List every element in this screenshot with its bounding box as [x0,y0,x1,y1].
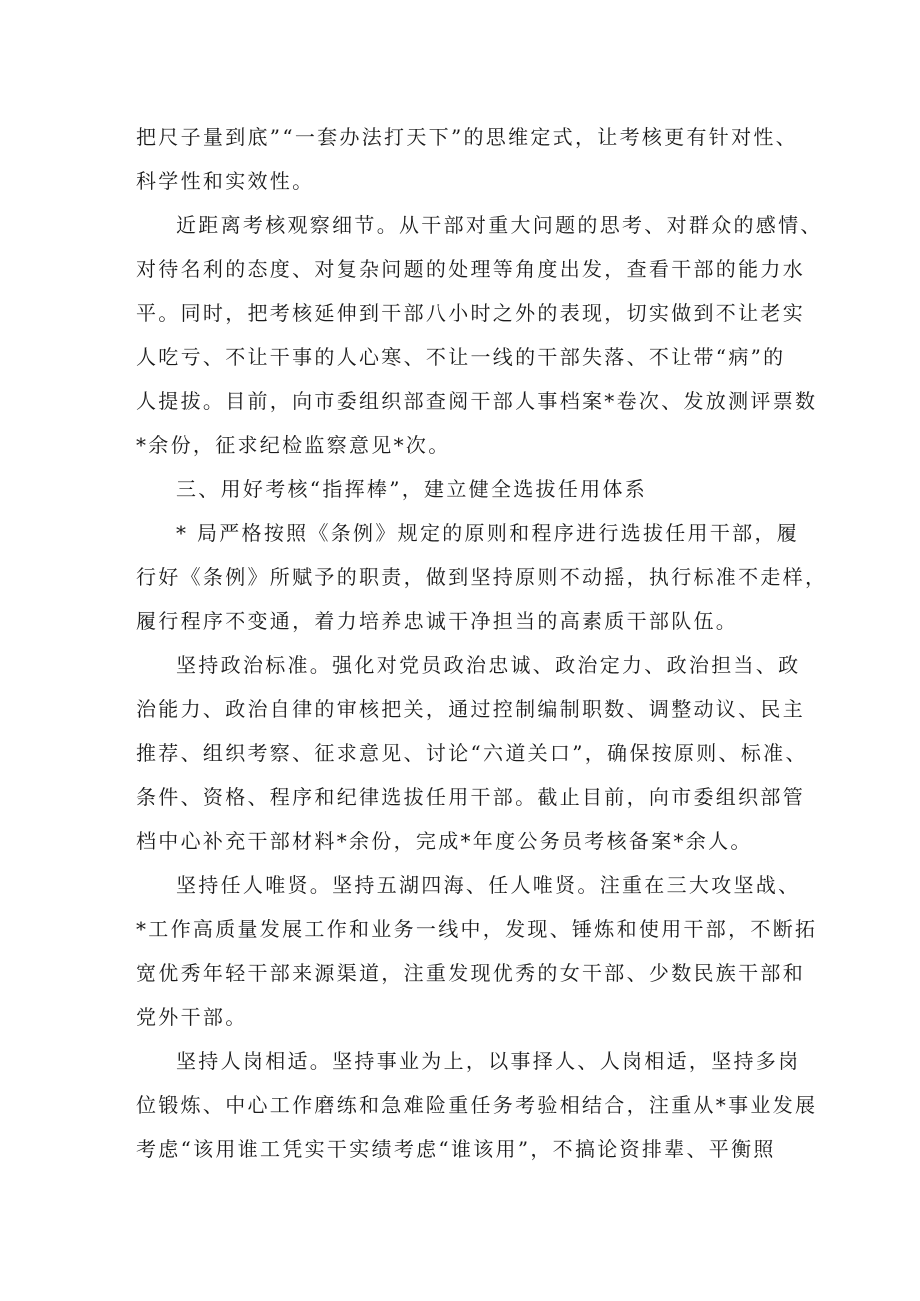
text-line-15: 推荐、组织考察、征求意见、讨论“六道关口”，确保按原则、标准、 [136,741,808,765]
text-line-12: 履行程序不变通，着力培养忠诚干净担当的高素质干部队伍。 [136,609,739,633]
text-line-6: 人吃亏、不让干事的人心寒、不让一线的干部失落、不让带“病”的 [136,345,786,369]
text-line-11: 行好《条例》所赋予的职责，做到坚持原则不动摇，执行标准不走样， [136,565,828,589]
text-line-13: 坚持政治标准。强化对党员政治忠诚、政治定力、政治担当、政 [176,653,801,677]
text-line-17: 档中心补充干部材料*余份，完成*年度公务员考核备案*余人。 [136,829,753,853]
text-line-5: 平。同时，把考核延伸到干部八小时之外的表现，切实做到不让老实 [136,301,805,325]
text-line-10: * 局严格按照《条例》规定的原则和程序进行选拔任用干部，履 [176,521,800,545]
text-line-14: 治能力、政治自律的审核把关，通过控制编制职数、调整动议、民主 [136,697,805,721]
text-line-20: 宽优秀年轻干部来源渠道，注重发现优秀的女干部、少数民族干部和 [136,961,805,985]
text-line-19: *工作高质量发展工作和业务一线中，发现、锤炼和使用干部，不断拓 [136,917,818,941]
text-line-3: 近距离考核观察细节。从干部对重大问题的思考、对群众的感情、 [176,213,823,237]
text-line-23: 位锻炼、中心工作磨练和急难险重任务考验相结合，注重从*事业发展 [136,1093,818,1117]
text-line-16: 条件、资格、程序和纪律选拔任用干部。截止目前，向市委组织部管 [136,785,805,809]
text-line-22: 坚持人岗相适。坚持事业为上，以事择人、人岗相适，坚持多岗 [176,1049,801,1073]
section-heading: 三、用好考核“指挥棒”，建立健全选拔任用体系 [176,477,648,501]
text-line-8: *余份，征求纪检监察意见*次。 [136,433,451,457]
text-line-4: 对待名利的态度、对复杂问题的处理等角度出发，查看干部的能力水 [136,257,805,281]
text-line-24: 考虑“该用谁工凭实干实绩考虑“谁该用”，不搞论资排辈、平衡照 [136,1137,776,1161]
text-line-18: 坚持任人唯贤。坚持五湖四海、任人唯贤。注重在三大攻坚战、 [176,873,801,897]
text-line-1: 把尺子量到底”“一套办法打天下”的思维定式，让考核更有针对性、 [136,125,798,149]
text-line-21: 党外干部。 [136,1005,248,1029]
text-line-7: 人提拔。目前，向市委组织部查阅干部人事档案*卷次、发放测评票数 [136,389,818,413]
text-line-2: 科学性和实效性。 [136,169,315,193]
